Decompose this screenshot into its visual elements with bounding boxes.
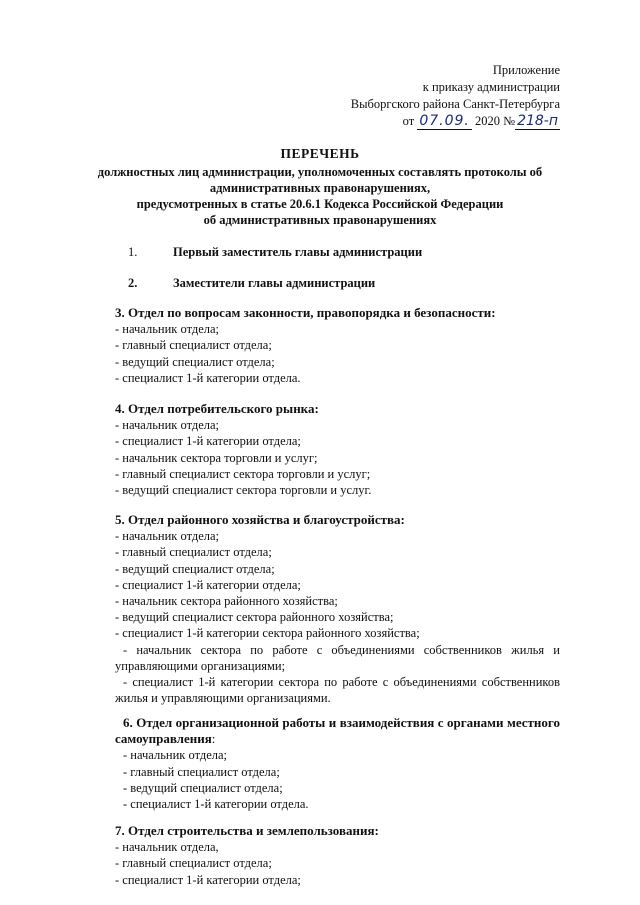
section-heading: 3. Отдел по вопросам законности, правопорядка и безопасности: <box>115 305 496 320</box>
list-item: - начальник отдела; <box>115 418 220 433</box>
list-item: - начальник сектора по работе с объединениями собственников жилья и управляющими организациями; <box>115 642 560 673</box>
appendix-date-line <box>351 113 560 130</box>
handwritten-date: 07.09. <box>419 113 470 129</box>
section-heading: 4. Отдел потребительского рынка: <box>115 401 319 416</box>
list-item: - начальник отдела; <box>123 748 228 763</box>
section-3 <box>115 305 560 386</box>
appendix-header <box>351 62 560 130</box>
list-item: - ведущий специалист отдела; <box>115 561 275 576</box>
section-heading-colon: : <box>211 731 216 747</box>
document-title <box>90 146 550 228</box>
list-item <box>128 275 375 291</box>
list-item: - специалист 1-й категории отдела; <box>115 434 301 449</box>
list-item: - специалист 1-й категории отдела. <box>123 797 309 812</box>
list-item: - начальник сектора районного хозяйства; <box>115 594 338 609</box>
section-heading-text: 6. Отдел организационной работы и взаимодействия с органами местного самоуправления <box>115 715 560 747</box>
item-text: Первый заместитель главы администрации <box>173 245 423 259</box>
list-item: - ведущий специалист сектора торговли и услуг. <box>115 483 372 498</box>
appendix-year: 2020 № <box>475 114 516 128</box>
list-item: - главный специалист отдела; <box>115 545 272 560</box>
list-item: - специалист 1-й категории отдела; <box>115 577 301 592</box>
appendix-line: к приказу администрации <box>422 80 560 94</box>
list-item: - начальник отдела, <box>115 840 219 855</box>
list-item: - начальник отдела; <box>115 529 220 544</box>
list-item: - главный специалист отдела; <box>115 856 272 871</box>
list-item: - начальник отдела; <box>115 322 220 337</box>
list-item <box>128 244 422 260</box>
section-7 <box>115 823 560 888</box>
list-item: - специалист 1-й категории отдела. <box>115 370 301 385</box>
section-heading: 7. Отдел строительства и землепользования: <box>115 823 379 838</box>
list-item: - главный специалист отдела; <box>115 338 272 353</box>
title-line: должностных лиц администрации, уполномоченных составлять протоколы об <box>97 165 543 179</box>
list-item: - ведущий специалист сектора районного хозяйства; <box>115 610 394 625</box>
appendix-line: Приложение <box>492 63 560 77</box>
item-number: 1. <box>128 245 138 259</box>
section-heading <box>115 715 560 747</box>
list-item: - начальник сектора торговли и услуг; <box>115 450 318 465</box>
section-5 <box>115 512 560 706</box>
list-item: - ведущий специалист отдела; <box>123 780 283 795</box>
list-item: - главный специалист сектора торговли и услуг; <box>115 466 371 481</box>
section-6 <box>115 715 560 812</box>
appendix-from: от <box>402 114 415 128</box>
section-heading: 5. Отдел районного хозяйства и благоустройства: <box>115 512 405 527</box>
list-item: - специалист 1-й категории отдела; <box>115 872 301 887</box>
list-item: - ведущий специалист отдела; <box>115 354 275 369</box>
list-item: - главный специалист отдела; <box>123 764 280 779</box>
list-item: - специалист 1-й категории сектора районного хозяйства; <box>115 626 420 641</box>
title-line: предусмотренных в статье 20.6.1 Кодекса Российской Федерации <box>136 197 504 211</box>
item-number: 2. <box>128 276 138 290</box>
title-main: ПЕРЕЧЕНЬ <box>280 146 360 161</box>
appendix-line: Выборгского района Санкт-Петербурга <box>350 97 560 111</box>
handwritten-number: 218-п <box>517 113 558 129</box>
list-item: - специалист 1-й категории сектора по работе с объединениями собственников жилья и управляющими организациями. <box>115 675 560 706</box>
section-4 <box>115 401 560 498</box>
item-text: Заместители главы администрации <box>173 276 376 290</box>
title-line: административных правонарушениях, <box>209 181 431 195</box>
title-line: об административных правонарушениях <box>203 213 437 227</box>
